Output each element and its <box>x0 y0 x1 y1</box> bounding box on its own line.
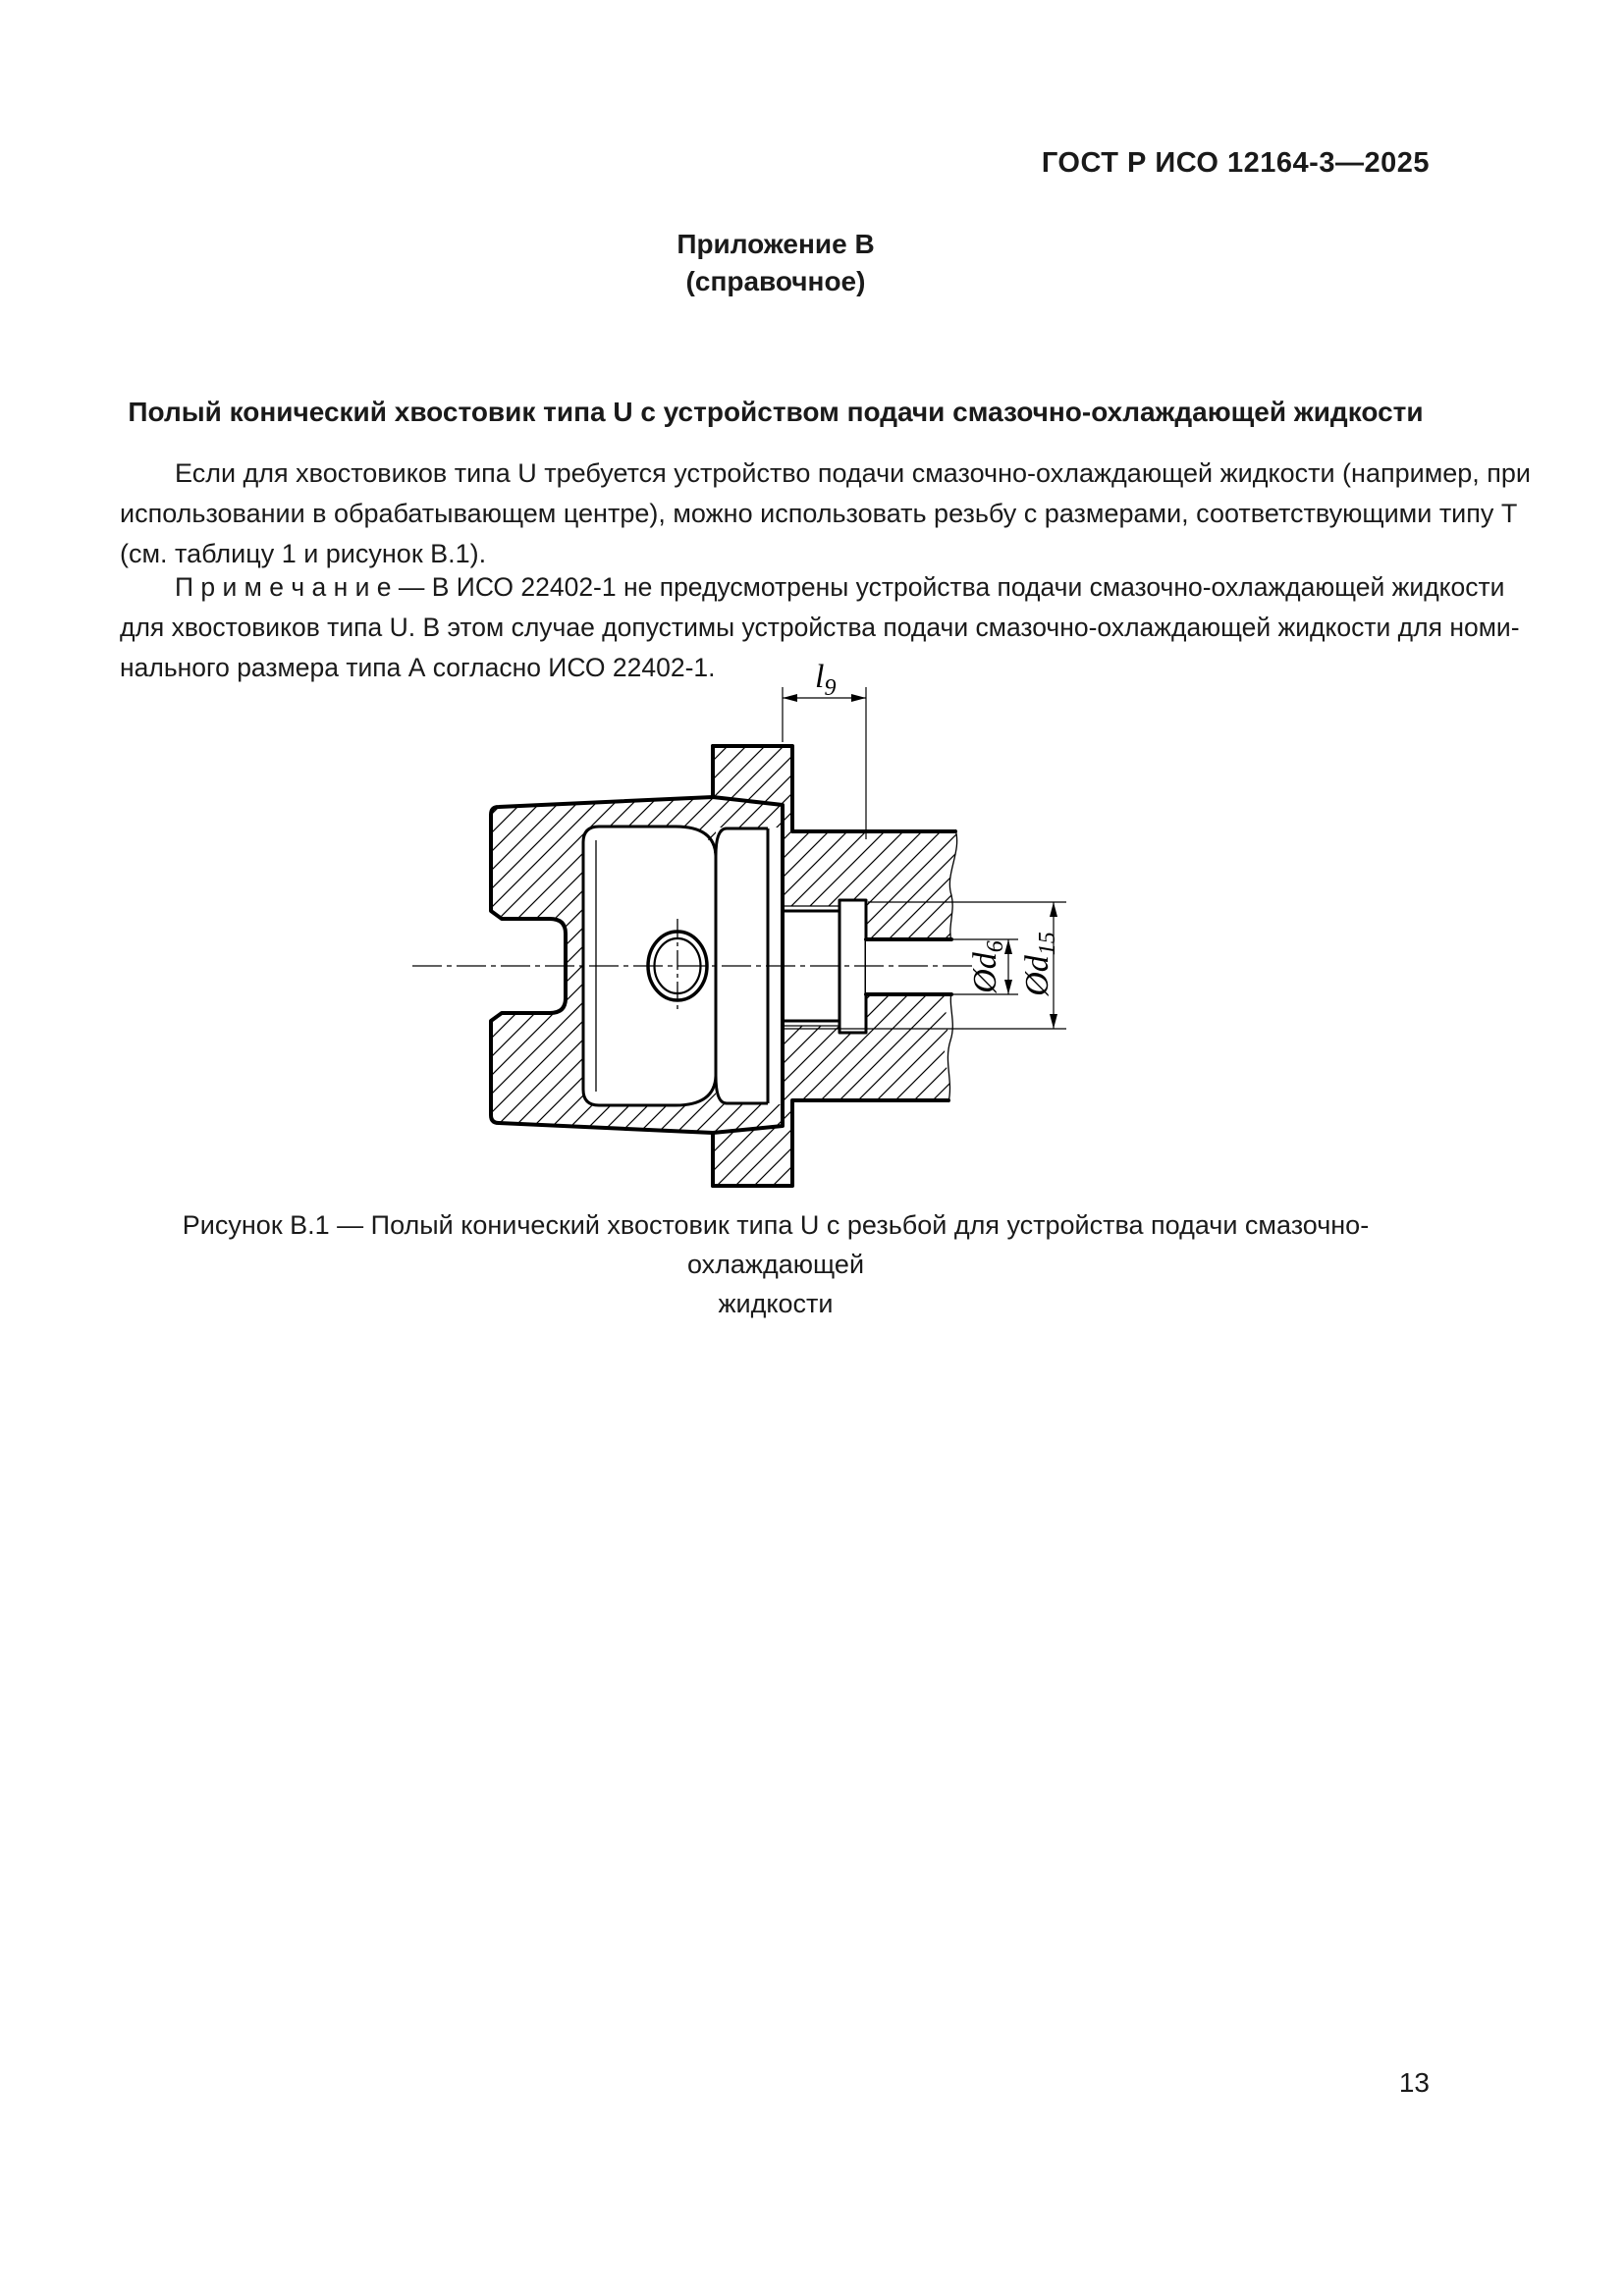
paragraph-1 <box>120 454 1532 574</box>
note-line-3: нального размера типа А согласно ИСО 22402-1. <box>120 653 716 682</box>
paragraph-1-line-1: Если для хвостовиков типа U требуется устройство подачи смазочно-охлаждающей жидкости (например, при <box>175 458 1532 488</box>
appendix-heading <box>120 226 1432 300</box>
doc-number-header: ГОСТ Р ИСО 12164-3—2025 <box>1041 147 1430 179</box>
dim-label-d6: $Ød_6$ <box>966 940 1008 993</box>
section-heading: Полый конический хвостовик типа U с устройством подачи смазочно-охлаждающей жидкости <box>128 397 1424 427</box>
figure-caption-line-1: Рисунок В.1 — Полый конический хвостовик типа U с резьбой для устройства подачи смазочно-охлаждающей <box>182 1210 1370 1279</box>
figure-caption <box>120 1205 1432 1323</box>
dimension-d6 <box>951 939 1018 994</box>
page-number: 13 <box>1398 2067 1430 2098</box>
dimension-l9 <box>783 659 866 839</box>
technical-drawing-figure-b1 <box>393 643 1092 1202</box>
paragraph-1-line-2: использовании в обрабатывающем центре), можно использовать резьбу с размерами, соответствующими типу Т <box>120 499 1518 528</box>
appendix-subtitle: (справочное) <box>685 266 866 296</box>
dim-label-d15: $Ød_{15}$ <box>1018 932 1060 996</box>
figure-caption-line-2: жидкости <box>718 1289 834 1318</box>
dim-label-l9: $l_9$ <box>815 659 837 701</box>
paragraph-1-line-3: (см. таблицу 1 и рисунок В.1). <box>120 539 487 568</box>
note-line-1: П р и м е ч а н и е — В ИСО 22402-1 не предусмотрены устройства подачи смазочно-охлаждающей жидкости <box>175 572 1505 602</box>
note-line-2: для хвостовиков типа U. В этом случае допустимы устройства подачи смазочно-охлаждающей жидкости для номи- <box>120 613 1520 642</box>
appendix-title: Приложение В <box>677 229 875 259</box>
shank-section <box>491 797 783 1133</box>
